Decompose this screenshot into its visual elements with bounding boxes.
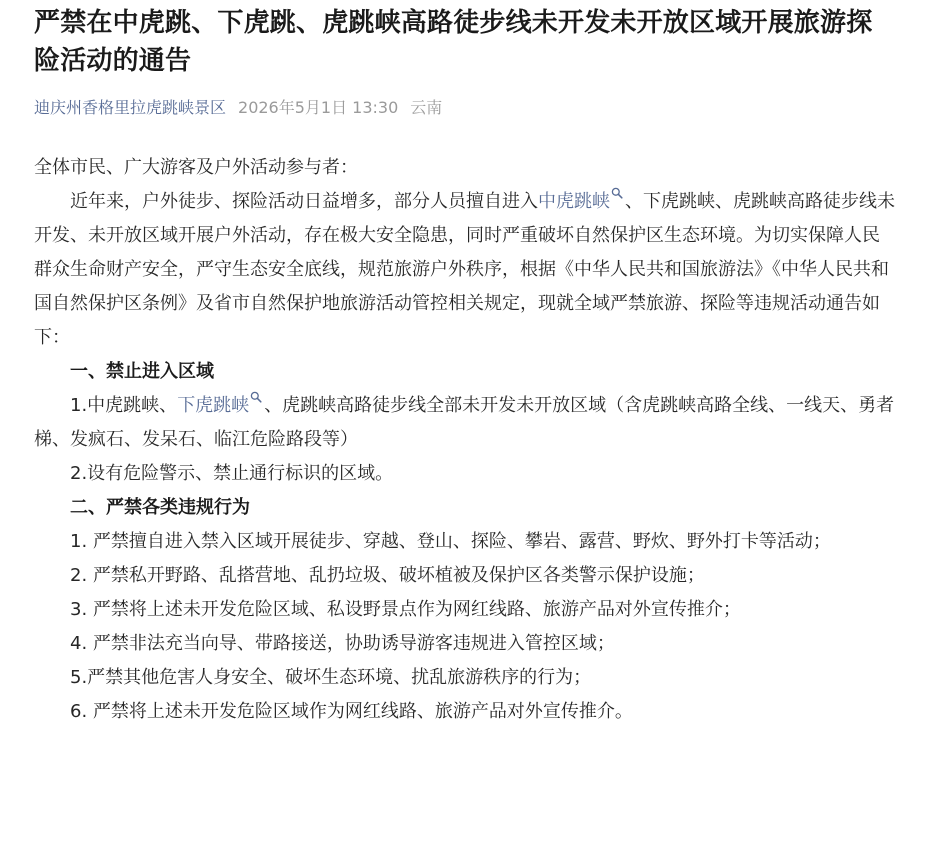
- section2-item-1: 1. 严禁擅自进入禁入区域开展徒步、穿越、登山、探险、攀岩、露营、野炊、野外打卡等活动；: [70, 531, 831, 552]
- search-icon[interactable]: [611, 187, 623, 199]
- section2-item-2: 2. 严禁私开野路、乱搭营地、乱扔垃圾、破坏植被及保护区各类警示保护设施；: [70, 565, 705, 586]
- search-icon[interactable]: [250, 391, 262, 403]
- section2-item-6: 6. 严禁将上述未开发危险区域作为网红线路、旅游产品对外宣传推介。: [70, 701, 633, 722]
- section1-item-2: 2.设有危险警示、禁止通行标识的区域。: [70, 463, 394, 484]
- section2-item-3: 3. 严禁将上述未开发危险区域、私设野景点作为网红线路、旅游产品对外宣传推介；: [70, 599, 741, 620]
- section2-item-4: 4. 严禁非法充当向导、带路接送，协助诱导游客违规进入管控区域；: [70, 633, 615, 654]
- keyword-link-zhonghutiaoxia[interactable]: 中虎跳峡: [538, 191, 610, 212]
- keyword-link-xiahutiaoxia[interactable]: 下虎跳峡: [177, 395, 250, 416]
- publish-datetime: 2026年5月1日 13:30: [238, 98, 399, 117]
- intro-paragraph: [34, 185, 897, 355]
- article-title: 严禁在中虎跳、下虎跳、虎跳峡高路徒步线未开发未开放区域开展旅游探险活动的通告: [34, 8, 873, 76]
- section-heading-2: 二、严禁各类违规行为: [70, 497, 250, 518]
- publish-location: 云南: [410, 98, 443, 117]
- section-heading-1: 一、禁止进入区域: [70, 361, 214, 382]
- intro-text-b: 、下虎跳峡、虎跳峡高路徒步线未开发、未开放区域开展户外活动，存在极大安全隐患，同时严重破坏自然保护区生态环境。为切实保障人民群众生命财产安全，严守生态安全底线，规范旅游户外秩序，根据《中华人民共和国旅游法》《中华人民共和国自然保护区条例》及省市自然保护地旅游活动管控相关规定，现就全域严禁旅游、探险等违规活动通告如下：: [34, 191, 895, 348]
- article-content: [34, 151, 897, 729]
- account-name-link[interactable]: 迪庆州香格里拉虎跳峡景区: [34, 98, 227, 117]
- section2-item-5: 5.严禁其他危害人身安全、破坏生态环境、扰乱旅游秩序的行为；: [70, 667, 592, 688]
- intro-text-a: 近年来，户外徒步、探险活动日益增多，部分人员擅自进入: [70, 191, 538, 212]
- salutation: 全体市民、广大游客及户外活动参与者：: [34, 157, 358, 178]
- section1-item-1: [34, 389, 897, 457]
- article-meta: [34, 97, 897, 119]
- section1-item-1-text-b: 、虎跳峡高路徒步线全部未开发未开放区域（含虎跳峡高路全线、一线天、勇者梯、发疯石、发呆石、临江危险路段等）: [34, 395, 895, 450]
- section1-item-1-text-a: 1.中虎跳峡、: [70, 395, 178, 416]
